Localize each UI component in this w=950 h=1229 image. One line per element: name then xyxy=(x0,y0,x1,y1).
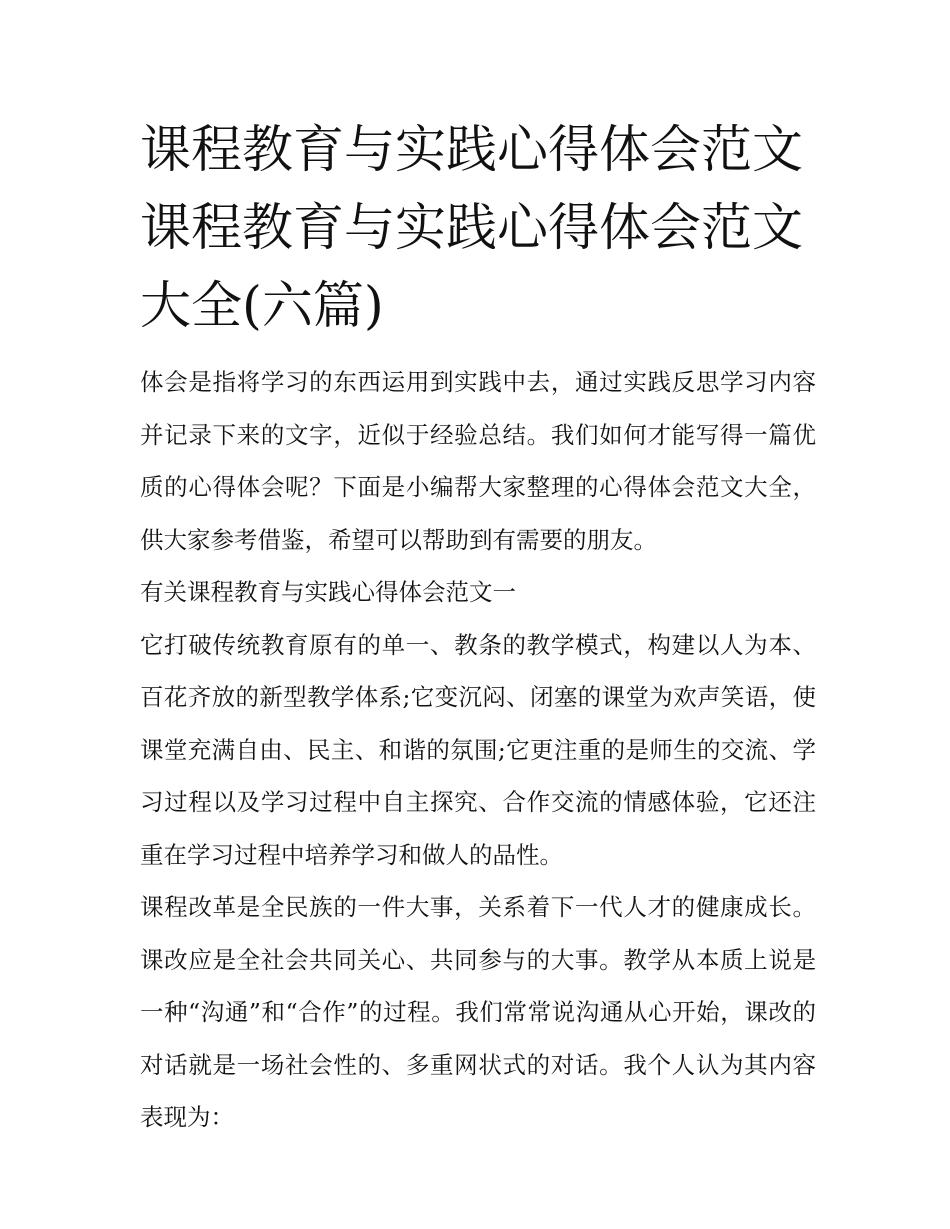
document-title: 课程教育与实践心得体会范文课程教育与实践心得体会范文大全(六篇) xyxy=(140,121,804,336)
document-body xyxy=(140,356,816,1144)
body-paragraph: 它打破传统教育原有的单一、教条的教学模式，构建以人为本、百花齐放的新型教学体系;它变沉闷、闭塞的课堂为欢声笑语，使课堂充满自由、民主、和谐的氛围;它更注重的是师生的交流、学习过程以及学习过程中自主探究、合作交流的情感体验，它还注重在学习过程中培养学习和做人的品性。 xyxy=(140,630,816,869)
intro-paragraph: 体会是指将学习的东西运用到实践中去，通过实践反思学习内容并记录下来的文字，近似于经验总结。我们如何才能写得一篇优质的心得体会呢？下面是小编帮大家整理的心得体会范文大全，供大家参考借鉴，希望可以帮助到有需要的朋友。 xyxy=(140,368,816,554)
section-heading: 有关课程教育与实践心得体会范文一 xyxy=(140,578,516,606)
body-paragraph: 课程改革是全民族的一件大事，关系着下一代人才的健康成长。课改应是全社会共同关心、共同参与的大事。教学从本质上说是一种“沟通”和“合作”的过程。我们常常说沟通从心开始，课改的对话就是一场社会性的、多重网状式的对话。我个人认为其内容表现为： xyxy=(140,893,816,1131)
